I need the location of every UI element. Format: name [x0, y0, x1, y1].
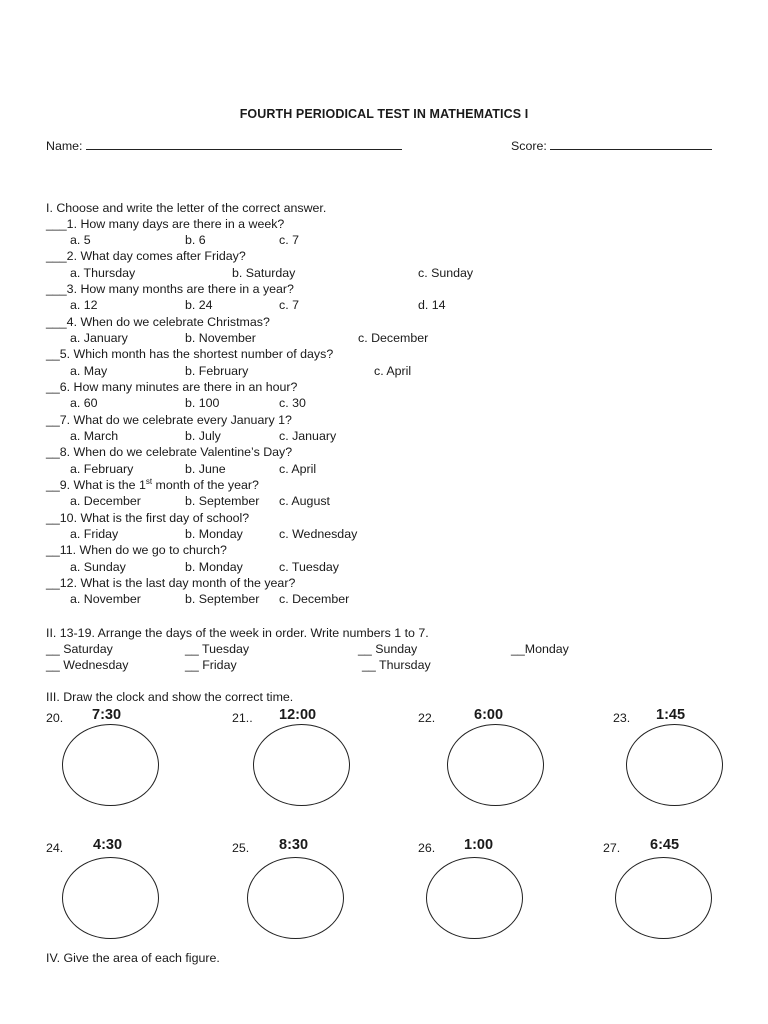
clock-time: 7:30: [92, 707, 122, 723]
clock-number: 21..: [232, 711, 253, 725]
name-label: Name:: [46, 139, 83, 153]
option-b: b. Monday: [185, 527, 243, 541]
question-text: __6. How many minutes are there in an hour?: [46, 380, 298, 394]
part1-instruction: I. Choose and write the letter of the correct answer.: [46, 201, 327, 215]
question-text: ___2. What day comes after Friday?: [46, 249, 246, 263]
option-c: c. 7: [279, 233, 299, 247]
day-item: __ Sunday: [358, 642, 418, 656]
clock-time: 4:30: [93, 837, 123, 853]
option-c: c. December: [279, 592, 350, 606]
option-c: c. April: [374, 364, 412, 378]
clock-number: 23.: [613, 711, 631, 725]
score-field: [511, 138, 712, 154]
option-b: b. September: [185, 494, 260, 508]
option-a: a. March: [70, 429, 119, 443]
part3-instruction: III. Draw the clock and show the correct time.: [46, 690, 294, 704]
option-a: a. Friday: [70, 527, 119, 541]
question-text: __12. What is the last day month of the year?: [46, 576, 296, 590]
question-text: __8. When do we celebrate Valentine’s Day?: [46, 445, 293, 459]
clock-circle[interactable]: [615, 857, 712, 939]
option-b: b. Monday: [185, 560, 243, 574]
option-a: a. May: [70, 364, 108, 378]
option-c: c. December: [358, 331, 429, 345]
clock-circle[interactable]: [62, 724, 159, 806]
clock-circle[interactable]: [62, 857, 159, 939]
clock-circle[interactable]: [626, 724, 723, 806]
day-item: __ Tuesday: [185, 642, 250, 656]
clock-time: 12:00: [279, 707, 317, 723]
clock-number: 27.: [603, 841, 621, 855]
question-text: ___1. How many days are there in a week?: [46, 217, 285, 231]
page-title: FOURTH PERIODICAL TEST IN MATHEMATICS I: [239, 107, 529, 121]
option-a: a. January: [70, 331, 128, 345]
clock-time: 1:45: [656, 707, 686, 723]
part2-instruction: II. 13-19. Arrange the days of the week in order. Write numbers 1 to 7.: [46, 626, 429, 640]
clock-circle[interactable]: [253, 724, 350, 806]
clock-time: 6:00: [474, 707, 504, 723]
question-text: __9. What is the 1st month of the year?: [46, 476, 259, 492]
clock-circle[interactable]: [247, 857, 344, 939]
day-item: __Monday: [511, 642, 569, 656]
option-a: a. 5: [70, 233, 91, 247]
day-item: __ Thursday: [362, 658, 431, 672]
name-field: [46, 138, 402, 154]
option-c: c. Tuesday: [279, 560, 339, 574]
clock-number: 26.: [418, 841, 436, 855]
score-blank[interactable]: [550, 138, 712, 150]
option-c: c. April: [279, 462, 317, 476]
part4-instruction: IV. Give the area of each figure.: [46, 951, 220, 965]
option-a: a. November: [70, 592, 141, 606]
option-a: a. December: [70, 494, 141, 508]
clock-number: 24.: [46, 841, 64, 855]
question-text: __10. What is the first day of school?: [46, 511, 250, 525]
clock-number: 22.: [418, 711, 436, 725]
option-b: b. July: [185, 429, 221, 443]
option-b: b. 100: [185, 396, 220, 410]
option-c: c. 7: [279, 298, 299, 312]
option-b: b. 24: [185, 298, 213, 312]
day-item: __ Friday: [185, 658, 237, 672]
option-b: b. February: [185, 364, 249, 378]
option-c: c. 30: [279, 396, 306, 410]
clock-time: 1:00: [464, 837, 494, 853]
option-a: a. 12: [70, 298, 98, 312]
score-label: Score:: [511, 139, 547, 153]
option-c: c. January: [279, 429, 337, 443]
option-a: a. Sunday: [70, 560, 126, 574]
day-item: __ Wednesday: [46, 658, 129, 672]
option-a: a. Thursday: [70, 266, 136, 280]
clock-circle[interactable]: [447, 724, 544, 806]
option-b: b. September: [185, 592, 260, 606]
option-c: c. Wednesday: [279, 527, 358, 541]
option-b: b. June: [185, 462, 226, 476]
question-text: ___4. When do we celebrate Christmas?: [46, 315, 270, 329]
name-blank[interactable]: [86, 138, 402, 150]
day-item: __ Saturday: [46, 642, 113, 656]
option-c: c. August: [279, 494, 330, 508]
question-text: ___3. How many months are there in a year?: [46, 282, 294, 296]
question-text: __7. What do we celebrate every January 1?: [46, 413, 292, 427]
clock-circle[interactable]: [426, 857, 523, 939]
option-b: b. Saturday: [232, 266, 296, 280]
option-b: b. November: [185, 331, 256, 345]
option-a: a. 60: [70, 396, 98, 410]
option-d: d. 14: [418, 298, 446, 312]
option-b: b. 6: [185, 233, 206, 247]
question-text: __5. Which month has the shortest number of days?: [46, 347, 334, 361]
clock-number: 25.: [232, 841, 250, 855]
clock-number: 20.: [46, 711, 64, 725]
option-a: a. February: [70, 462, 134, 476]
clock-time: 6:45: [650, 837, 680, 853]
clock-time: 8:30: [279, 837, 309, 853]
option-c: c. Sunday: [418, 266, 474, 280]
question-text: __11. When do we go to church?: [46, 543, 227, 557]
